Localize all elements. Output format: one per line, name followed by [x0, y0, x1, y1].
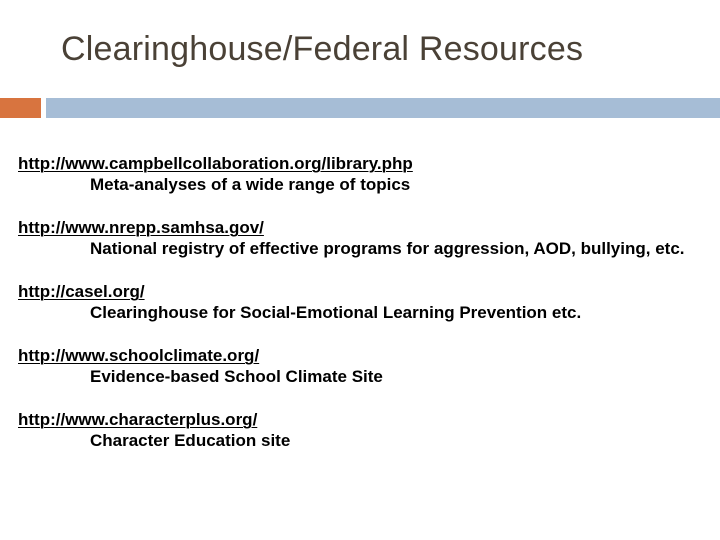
accent-bar-orange — [0, 98, 41, 118]
resource-item-schoolclimate — [18, 345, 708, 387]
casel-link[interactable]: http://casel.org/ — [18, 282, 145, 301]
schoolclimate-link[interactable]: http://www.schoolclimate.org/ — [18, 346, 260, 365]
campbell-description: Meta-analyses of a wide range of topics — [90, 175, 411, 194]
resource-item-nrepp — [18, 217, 708, 259]
characterplus-link[interactable]: http://www.characterplus.org/ — [18, 410, 258, 429]
resource-item-characterplus — [18, 409, 708, 451]
nrepp-description: National registry of effective programs for aggression, AOD, bullying, etc. — [90, 239, 685, 258]
accent-bar-blue — [46, 98, 720, 118]
slide-title: Clearinghouse/Federal Resources — [61, 30, 584, 68]
resource-list — [18, 153, 708, 451]
nrepp-link[interactable]: http://www.nrepp.samhsa.gov/ — [18, 218, 264, 237]
campbell-link[interactable]: http://www.campbellcollaboration.org/library.php — [18, 154, 413, 173]
resource-item-casel — [18, 281, 708, 323]
schoolclimate-description: Evidence-based School Climate Site — [90, 367, 383, 386]
resource-item-campbell — [18, 153, 708, 195]
characterplus-description: Character Education site — [90, 431, 291, 450]
casel-description: Clearinghouse for Social-Emotional Learning Prevention etc. — [90, 303, 582, 322]
